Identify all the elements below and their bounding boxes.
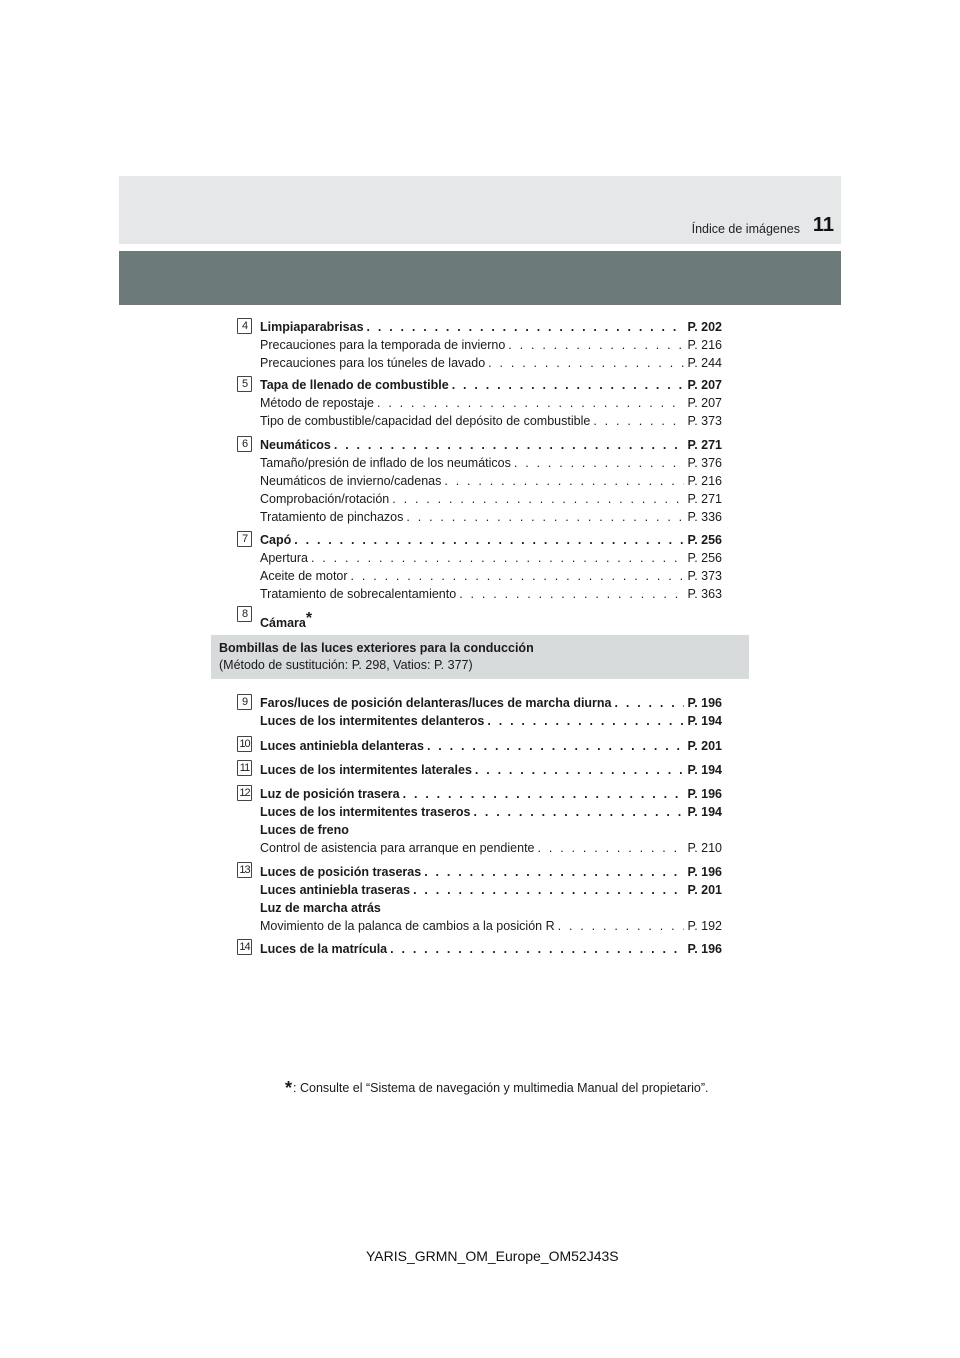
index-entry[interactable]: [260, 919, 722, 936]
item-number-badge: 5: [237, 376, 252, 392]
index-entry[interactable]: [260, 763, 722, 780]
entry-page: P. 376: [687, 456, 722, 470]
entry-label: Luces antiniebla traseras: [260, 883, 411, 897]
leader-dots: [413, 883, 684, 897]
index-entry[interactable]: [260, 739, 722, 756]
entry-page: P. 373: [687, 569, 722, 583]
index-entry[interactable]: [260, 456, 722, 473]
entry-label: Luces de posición traseras: [260, 865, 422, 879]
item-number-badge: 14: [237, 939, 252, 955]
entry-label: Neumáticos de invierno/cadenas: [260, 474, 442, 488]
index-entry[interactable]: [260, 942, 722, 959]
header-illustration-band: [119, 251, 841, 305]
entry-label: Apertura: [260, 551, 308, 565]
leader-dots: [444, 474, 684, 488]
page-number: 11: [812, 214, 834, 236]
entry-label: Luces antiniebla delanteras: [260, 739, 424, 753]
entry-page: P. 363: [687, 587, 722, 601]
entry-page: P. 336: [687, 510, 722, 524]
entry-label: Método de repostaje: [260, 396, 374, 410]
entry-page: P. 194: [687, 714, 722, 728]
entry-label: Luces de los intermitentes delanteros: [260, 714, 485, 728]
item-number-badge: 11: [237, 760, 252, 776]
index-entry[interactable]: [260, 396, 722, 413]
index-entry[interactable]: [260, 714, 722, 731]
item-number-badge: 6: [237, 436, 252, 452]
leader-dots: [475, 763, 685, 777]
entry-label: Precauciones para los túneles de lavado: [260, 356, 486, 370]
entry-page: P. 256: [687, 551, 722, 565]
footnote-marker: *: [285, 1078, 293, 1098]
leader-dots: [403, 787, 685, 801]
entry-page: P. 207: [687, 396, 722, 410]
entry-page: P. 216: [687, 474, 722, 488]
entry-page: P. 194: [687, 763, 722, 777]
index-entry[interactable]: [260, 787, 722, 804]
leader-dots: [427, 739, 685, 753]
index-entry[interactable]: [260, 865, 722, 882]
index-entry[interactable]: [260, 696, 722, 713]
entry-page: P. 271: [687, 492, 722, 506]
entry-label: Tratamiento de pinchazos: [260, 510, 404, 524]
leader-dots: [351, 569, 685, 583]
entry-page: P. 192: [687, 919, 722, 933]
entry-label: Luces de los intermitentes traseros: [260, 805, 471, 819]
item-number-badge: 7: [237, 531, 252, 547]
index-entry[interactable]: [260, 338, 722, 355]
entry-label: Neumáticos: [260, 438, 331, 452]
index-entry[interactable]: [260, 883, 722, 900]
index-entry[interactable]: [260, 587, 722, 604]
index-entry[interactable]: [260, 320, 722, 337]
item-number-badge: 4: [237, 318, 252, 334]
entry-page: P. 196: [687, 942, 722, 956]
entry-label: Aceite de motor: [260, 569, 348, 583]
entry-label: Tapa de llenado de combustible: [260, 378, 449, 392]
entry-label: Precauciones para la temporada de invierno: [260, 338, 506, 352]
section-title: Índice de imágenes: [691, 222, 800, 236]
entry-page: P. 256: [687, 533, 722, 547]
entry-page: P. 207: [687, 378, 722, 392]
index-entry[interactable]: [260, 438, 722, 455]
leader-dots: [392, 492, 684, 506]
reverse-light-heading[interactable]: Luz de marcha atrás: [260, 901, 381, 915]
index-entry[interactable]: [260, 510, 722, 527]
leader-dots: [311, 551, 685, 565]
entry-label: Limpiaparabrisas: [260, 320, 364, 334]
leader-dots: [390, 942, 684, 956]
entry-label: Luces de la matrícula: [260, 942, 388, 956]
leader-dots: [406, 510, 684, 524]
bulbs-box-title: Bombillas de las luces exteriores para la conducción: [219, 641, 534, 655]
footnote-marker: *: [305, 610, 313, 627]
index-entry[interactable]: [260, 805, 722, 822]
footnote-text: : Consulte el “Sistema de navegación y multimedia Manual del propietario”.: [293, 1081, 709, 1095]
document-id: YARIS_GRMN_OM_Europe_OM52J43S: [366, 1248, 619, 1264]
entry-page: P. 196: [687, 865, 722, 879]
leader-dots: [459, 587, 684, 601]
entry-page: P. 216: [687, 338, 722, 352]
footnote: [285, 1078, 709, 1099]
entry-label: Cámara: [260, 616, 306, 630]
entry-page: P. 201: [687, 883, 722, 897]
leader-dots: [593, 414, 684, 428]
entry-page: P. 373: [687, 414, 722, 428]
entry-label: Tamaño/presión de inflado de los neumáticos: [260, 456, 511, 470]
index-entry[interactable]: [260, 533, 722, 550]
index-entry[interactable]: [260, 492, 722, 509]
entry-page: P. 196: [687, 787, 722, 801]
item-number-badge: 9: [237, 694, 252, 710]
entry-label: Tipo de combustible/capacidad del depósito de combustible: [260, 414, 591, 428]
index-entry[interactable]: [260, 414, 722, 431]
entry-page: P. 271: [687, 438, 722, 452]
entry-label: Luces de los intermitentes laterales: [260, 763, 472, 777]
item-number-badge: 10: [237, 736, 252, 752]
entry-label: Luz de posición trasera: [260, 787, 400, 801]
leader-dots: [514, 456, 685, 470]
entry-page: P. 244: [687, 356, 722, 370]
bulbs-box-subtitle: (Método de sustitución: P. 298, Vatios: P. 377): [219, 658, 473, 672]
index-entry[interactable]: [260, 569, 722, 586]
leader-dots: [558, 919, 685, 933]
entry-label: Capó: [260, 533, 292, 547]
index-entry[interactable]: [260, 474, 722, 491]
leader-dots: [538, 841, 685, 855]
leader-dots: [487, 714, 684, 728]
index-entry[interactable]: [260, 356, 722, 373]
leader-dots: [615, 696, 685, 710]
entry-page: P. 202: [687, 320, 722, 334]
item-number-badge: 12: [237, 785, 252, 801]
entry-page: P. 194: [687, 805, 722, 819]
entry-label: Comprobación/rotación: [260, 492, 390, 506]
leader-dots: [508, 338, 684, 352]
leader-dots: [488, 356, 684, 370]
index-entry-camera[interactable]: [260, 610, 312, 630]
bulbs-info-box: [211, 635, 749, 679]
index-entry[interactable]: [260, 551, 722, 568]
entry-label: Faros/luces de posición delanteras/luces de marcha diurna: [260, 696, 612, 710]
leader-dots: [294, 533, 684, 547]
entry-label: Tratamiento de sobrecalentamiento: [260, 587, 457, 601]
entry-page: P. 196: [687, 696, 722, 710]
leader-dots: [452, 378, 685, 392]
entry-page: P. 210: [687, 841, 722, 855]
index-entry[interactable]: [260, 841, 722, 858]
entry-label: Control de asistencia para arranque en pendiente: [260, 841, 535, 855]
item-number-badge: 8: [237, 606, 252, 622]
entry-label: Movimiento de la palanca de cambios a la posición R: [260, 919, 555, 933]
brake-lights-heading[interactable]: Luces de freno: [260, 823, 349, 837]
index-entry[interactable]: [260, 378, 722, 395]
entry-page: P. 201: [687, 739, 722, 753]
leader-dots: [424, 865, 684, 879]
leader-dots: [367, 320, 685, 334]
leader-dots: [377, 396, 685, 410]
leader-dots: [474, 805, 685, 819]
item-number-badge: 13: [237, 862, 252, 878]
leader-dots: [334, 438, 685, 452]
